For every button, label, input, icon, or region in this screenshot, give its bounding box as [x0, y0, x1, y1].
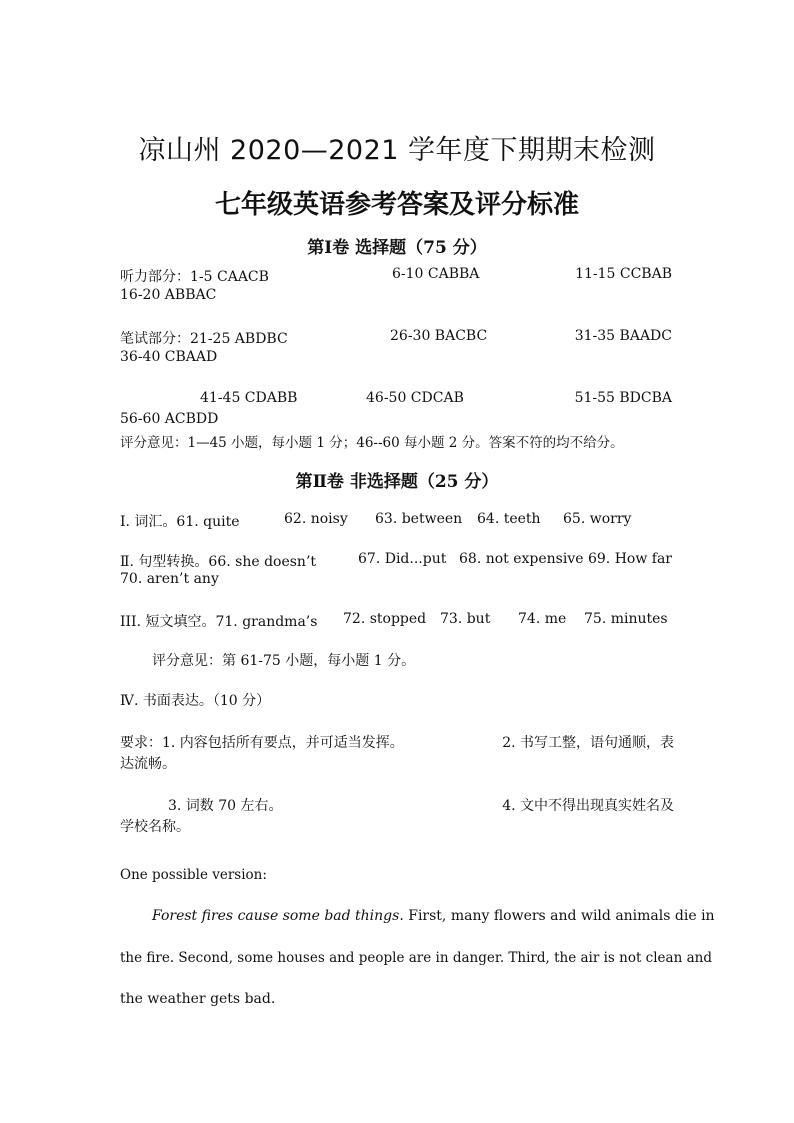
written-21-25: 笔试部分：21-25 ABDBC [120, 331, 288, 347]
part2-67: 67. Did...put [358, 551, 447, 567]
requirement-2: 2. 书写工整，语句通顺，表 [502, 735, 674, 751]
essay-line-1 [152, 908, 715, 924]
requirement-1: 要求：1. 内容包括所有要点，并可适当发挥。 [120, 735, 404, 751]
essay-line-1-rest: First, many flowers and wild animals die in [403, 908, 715, 924]
written-26-30: 26-30 BACBC [390, 328, 488, 344]
part3-72: 72. stopped [343, 611, 427, 627]
part2-70: 70. aren’t any [120, 571, 219, 587]
document-title: 凉山州 2020—2021 学年度下期期末检测 [138, 135, 656, 166]
requirement-3: 3. 词数 70 左右。 [168, 798, 283, 814]
written-31-35: 31-35 BAADC [574, 328, 672, 344]
listening-16-20: 16-20 ABBAC [120, 287, 217, 303]
sample-label: One possible version: [120, 867, 267, 883]
essay-line-3: the weather gets bad. [120, 991, 276, 1007]
part3-73: 73. but [440, 611, 491, 627]
part2-66: Ⅱ. 句型转换。66. she doesn’t [120, 554, 317, 570]
part1-65: 65. worry [563, 511, 632, 527]
essay-line-2: the fire. Second, some houses and people are in danger. Third, the air is not clean and [120, 950, 712, 966]
requirement-2-cont: 达流畅。 [120, 756, 176, 772]
listening-11-15: 11-15 CCBAB [575, 266, 672, 282]
written-46-50: 46-50 CDCAB [366, 390, 464, 406]
written-41-45: 41-45 CDABB [200, 390, 298, 406]
part1-64: 64. teeth [477, 511, 541, 527]
written-36-40: 36-40 CBAAD [120, 349, 218, 365]
part2-69: 69. How far [587, 551, 672, 567]
listening-6-10: 6-10 CABBA [392, 266, 480, 282]
part4-heading: Ⅳ. 书面表达。（10 分） [120, 693, 271, 709]
scoring-note-2: 评分意见：第 61-75 小题，每小题 1 分。 [152, 653, 416, 669]
part1-61: Ⅰ. 词汇。61. quite [120, 514, 240, 530]
requirement-4: 4. 文中不得出现真实姓名及 [502, 798, 674, 814]
written-56-60: 56-60 ACBDD [120, 411, 219, 427]
listening-1-5: 听力部分：1-5 CAACB [120, 269, 269, 285]
part2-68: 68. not expensive [459, 551, 584, 567]
written-51-55: 51-55 BDCBA [574, 390, 672, 406]
scoring-note-1: 评分意见：1—45 小题，每小题 1 分；46--60 每小题 2 分。答案不符的均不给分。 [120, 435, 624, 451]
part3-71: III. 短文填空。71. grandma’s [120, 614, 318, 630]
part1-63: 63. between [375, 511, 463, 527]
section-2-heading: 第Ⅱ卷 非选择题（25 分） [295, 472, 499, 492]
essay-lead-sentence: Forest fires cause some bad things. [152, 908, 404, 924]
document-subtitle: 七年级英语参考答案及评分标准 [214, 190, 579, 220]
section-1-heading: 第Ⅰ卷 选择题（75 分） [307, 238, 487, 258]
part3-75: 75. minutes [584, 611, 668, 627]
part3-74: 74. me [518, 611, 567, 627]
part1-62: 62. noisy [284, 511, 348, 527]
requirement-4-cont: 学校名称。 [120, 819, 190, 835]
